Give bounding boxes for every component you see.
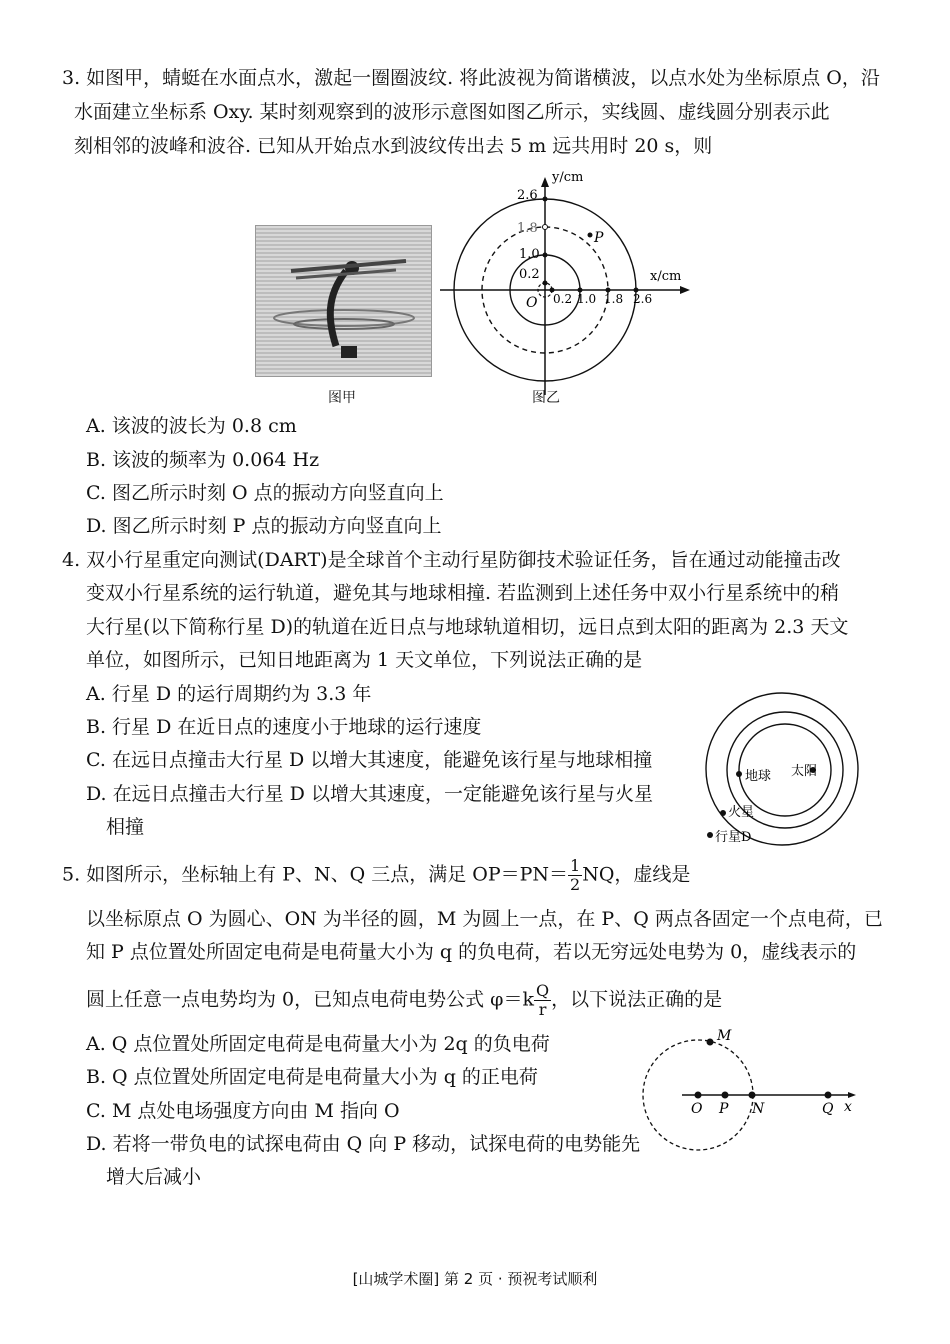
svg-text:N: N: [752, 1101, 765, 1117]
page-footer: [山城学术圈] 第 2 页 · 预祝考试顺利: [352, 1270, 598, 1288]
q3-line-3: 刻相邻的波峰和波谷. 已知从开始点水到波纹传出去 5 m 远共用时 20 s，则: [74, 135, 713, 157]
svg-text:P: P: [719, 1101, 729, 1117]
planet-d-dot: [707, 832, 713, 838]
point-m: [707, 1039, 714, 1046]
q4-line-1: 4. 双小行星重定向测试(DART)是全球首个主动行星防御技术验证任务，旨在通过动能撞击改: [62, 549, 841, 571]
svg-text:1.8: 1.8: [517, 221, 538, 236]
q5-line-1: 5. 如图所示，坐标轴上有 P、N、Q 三点，满足 OP＝PN＝ $\frac{1}{2}$ NQ，虚线是: [62, 856, 691, 894]
svg-text:0.2: 0.2: [519, 267, 540, 282]
svg-text:0.2: 0.2: [553, 292, 573, 306]
svg-text:O: O: [691, 1101, 703, 1117]
q5-option-d-cont: 增大后减小: [106, 1166, 202, 1188]
q5-line-4: 圆上任意一点电势均为 0，已知点电荷电势公式 φ＝k $\frac{Q}{r}$ ，以下说法正确的是: [86, 981, 723, 1019]
y-axis-label: y/cm: [552, 170, 584, 185]
q4-option-a[interactable]: A. 行星 D 的运行周期约为 3.3 年: [86, 683, 372, 705]
svg-text:x: x: [844, 1099, 852, 1115]
svg-text:1.0: 1.0: [577, 292, 597, 306]
q4-line-2: 变双小行星系统的运行轨道，避免其与地球相撞. 若监测到上述任务中双小行星系统中的稍: [86, 582, 840, 604]
x-axis-label: x/cm: [650, 269, 682, 284]
q3-line-1: 3. 如图甲，蜻蜓在水面点水，激起一圈圈波纹. 将此波视为简谐横波，以点水处为坐标原点 O，沿: [62, 67, 880, 89]
q3-line-2: 水面建立坐标系 Oxy. 某时刻观察到的波形示意图如图乙所示，实线圆、虚线圆分别表示此: [74, 101, 830, 123]
svg-text:火星: 火星: [728, 805, 755, 820]
svg-text:Q: Q: [822, 1101, 834, 1117]
origin-label: O: [526, 295, 538, 311]
q4-option-c[interactable]: C. 在远日点撞击大行星 D 以增大其速度，能避免该行星与地球相撞: [86, 749, 653, 771]
q3-option-c[interactable]: C. 图乙所示时刻 O 点的振动方向竖直向上: [86, 482, 444, 504]
q3-option-d[interactable]: D. 图乙所示时刻 P 点的振动方向竖直向上: [86, 515, 442, 537]
earth-dot: [736, 771, 742, 777]
q3-option-b[interactable]: B. 该波的频率为 0.064 Hz: [86, 449, 320, 471]
point-n: [749, 1092, 756, 1099]
q3-option-a[interactable]: A. 该波的波长为 0.8 cm: [86, 415, 297, 437]
q5-option-b[interactable]: B. Q 点位置处所固定电荷是电荷量大小为 q 的正电荷: [86, 1066, 538, 1088]
svg-text:行星D: 行星D: [715, 830, 752, 845]
q4-option-b[interactable]: B. 行星 D 在近日点的速度小于地球的运行速度: [86, 716, 482, 738]
q4-option-d-cont: 相撞: [106, 816, 145, 838]
point-p-dot: [588, 233, 593, 238]
charge-diagram: [638, 1025, 868, 1175]
point-p: [722, 1092, 729, 1099]
potential-formula-fraction: $\frac{Q}{r}$: [536, 981, 550, 1019]
y-axis-arrow-icon: [541, 177, 549, 187]
fig-b-caption: 图乙: [532, 390, 560, 406]
mars-dot: [720, 810, 726, 816]
q4-option-d[interactable]: D. 在远日点撞击大行星 D 以增大其速度，一定能避免该行星与火星: [86, 783, 653, 805]
orbit-large: [706, 693, 858, 845]
point-p-label: P: [594, 230, 604, 246]
point-q: [825, 1092, 832, 1099]
q4-line-3: 大行星(以下简称行星 D)的轨道在近日点与地球轨道相切，远日点到太阳的距离为 2.3 天文: [86, 616, 849, 638]
orbit-diagram: [695, 688, 865, 850]
svg-text:2.6: 2.6: [633, 292, 653, 306]
dragonfly-photo: [255, 225, 432, 377]
svg-text:1.8: 1.8: [604, 292, 624, 306]
wave-diagram: [440, 165, 700, 405]
svg-text:M: M: [717, 1028, 732, 1044]
svg-text:太阳: 太阳: [791, 764, 818, 779]
q5-line-2: 以坐标原点 O 为圆心、ON 为半径的圆，M 为圆上一点，在 P、Q 两点各固定一个点电荷，已: [86, 908, 883, 930]
q5-line-3: 知 P 点位置处所固定电荷是电荷量大小为 q 的负电荷，若以无穷远处电势为 0，虚线表示的: [86, 941, 857, 963]
x-axis-arrow-icon: [680, 286, 690, 294]
q5-option-d[interactable]: D. 若将一带负电的试探电荷由 Q 向 P 移动，试探电荷的电势能先: [86, 1133, 641, 1155]
svg-text:2.6: 2.6: [517, 188, 538, 203]
q5-option-c[interactable]: C. M 点处电场强度方向由 M 指向 O: [86, 1100, 400, 1122]
fraction-half: $\frac{1}{2}$: [570, 856, 581, 894]
q5-option-a[interactable]: A. Q 点位置处所固定电荷是电荷量大小为 2q 的负电荷: [86, 1033, 550, 1055]
point-o: [695, 1092, 702, 1099]
x-axis-arrow-icon: [848, 1092, 856, 1098]
svg-text:地球: 地球: [745, 769, 772, 784]
svg-text:1.0: 1.0: [519, 247, 540, 262]
fig-a-caption: 图甲: [328, 390, 356, 406]
q4-line-4: 单位，如图所示，已知日地距离为 1 天文单位，下列说法正确的是: [86, 649, 643, 671]
